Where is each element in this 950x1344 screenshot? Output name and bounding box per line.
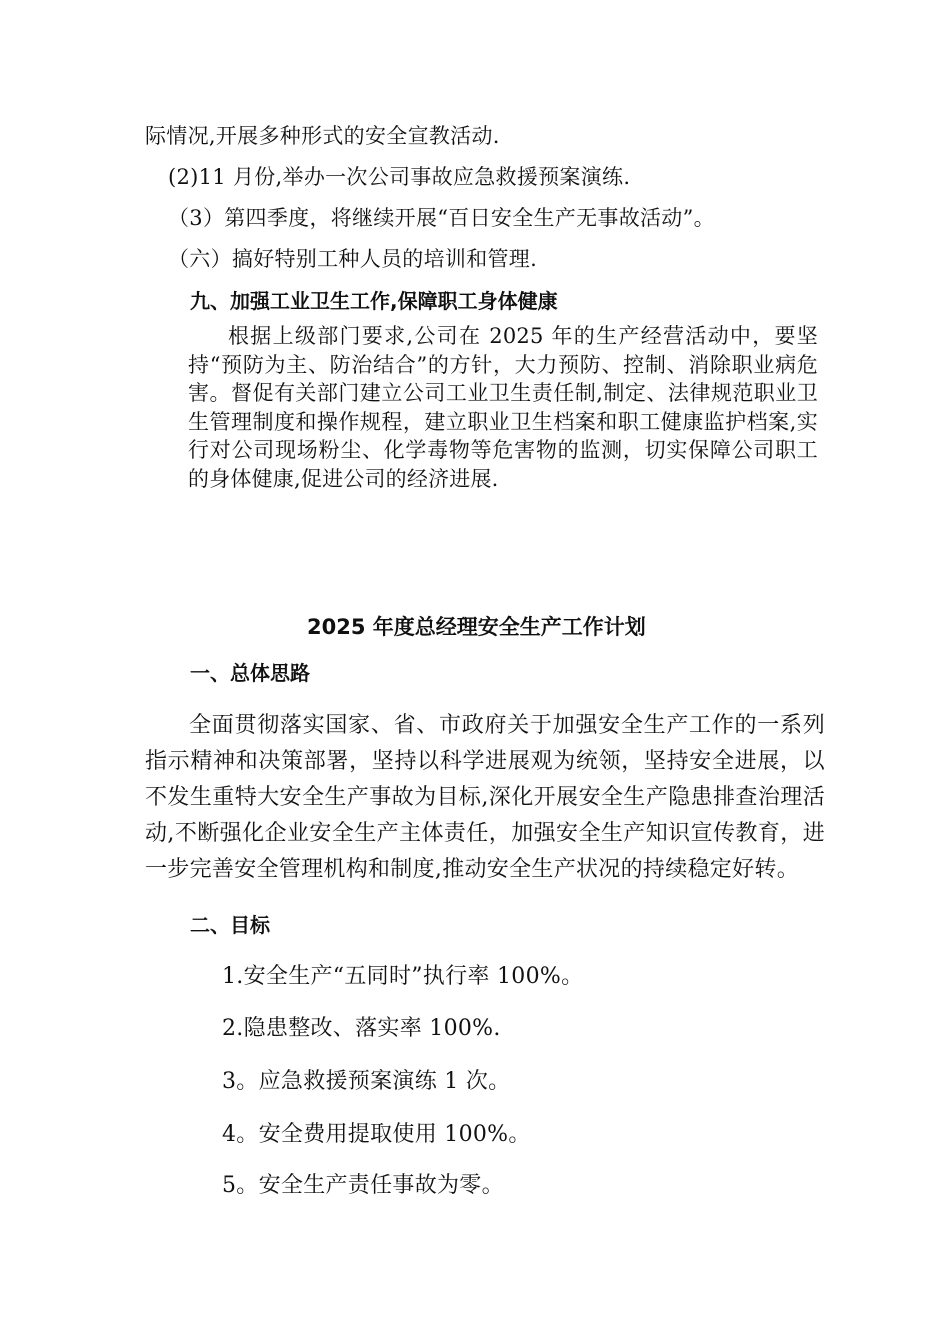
section-heading: 二、目标: [190, 913, 270, 937]
list-item: 1.安全生产“五同时”执行率 100%。: [222, 964, 584, 989]
paragraph-line: （3）第四季度，将继续开展“百日安全生产无事故活动”。: [168, 206, 715, 230]
list-item: 5。安全生产责任事故为零。: [222, 1173, 504, 1198]
list-item: 4。安全费用提取使用 100%。: [222, 1122, 531, 1147]
paragraph-line: 际情况,开展多种形式的安全宣教活动.: [145, 124, 500, 148]
section-heading: 九、加强工业卫生工作,保障职工身体健康: [190, 289, 558, 313]
paragraph: 根据上级部门要求,公司在 2025 年的生产经营活动中，要坚持“预防为主、防治结合”的方针，大力预防、控制、消除职业病危害。督促有关部门建立公司工业卫生责任制,制定、法律规范职业卫生管理制度和操作规程，建立职业卫生档案和职工健康监护档案,实行对公司现场粉尘、化学毒物等危害物的监测，切实保障公司职工的身体健康,促进公司的经济进展.: [188, 324, 818, 491]
paragraph-line: (2)11 月份,举办一次公司事故应急救援预案演练.: [168, 165, 631, 189]
paragraph: 全面贯彻落实国家、省、市政府关于加强安全生产工作的一系列指示精神和决策部署，坚持以科学进展观为统领，坚持安全进展，以不发生重特大安全生产事故为目标,深化开展安全生产隐患排查治理活动,不断强化企业安全生产主体责任，加强安全生产知识宣传教育，进一步完善安全管理机构和制度,推动安全生产状况的持续稳定好转。: [145, 713, 825, 882]
list-item: 3。应急救援预案演练 1 次。: [222, 1069, 511, 1094]
list-item: 2.隐患整改、落实率 100%.: [222, 1016, 501, 1041]
section-heading: 一、总体思路: [190, 661, 310, 685]
page-title: 2025 年度总经理安全生产工作计划: [307, 615, 646, 639]
paragraph-line: （六）搞好特别工种人员的培训和管理.: [168, 247, 538, 271]
